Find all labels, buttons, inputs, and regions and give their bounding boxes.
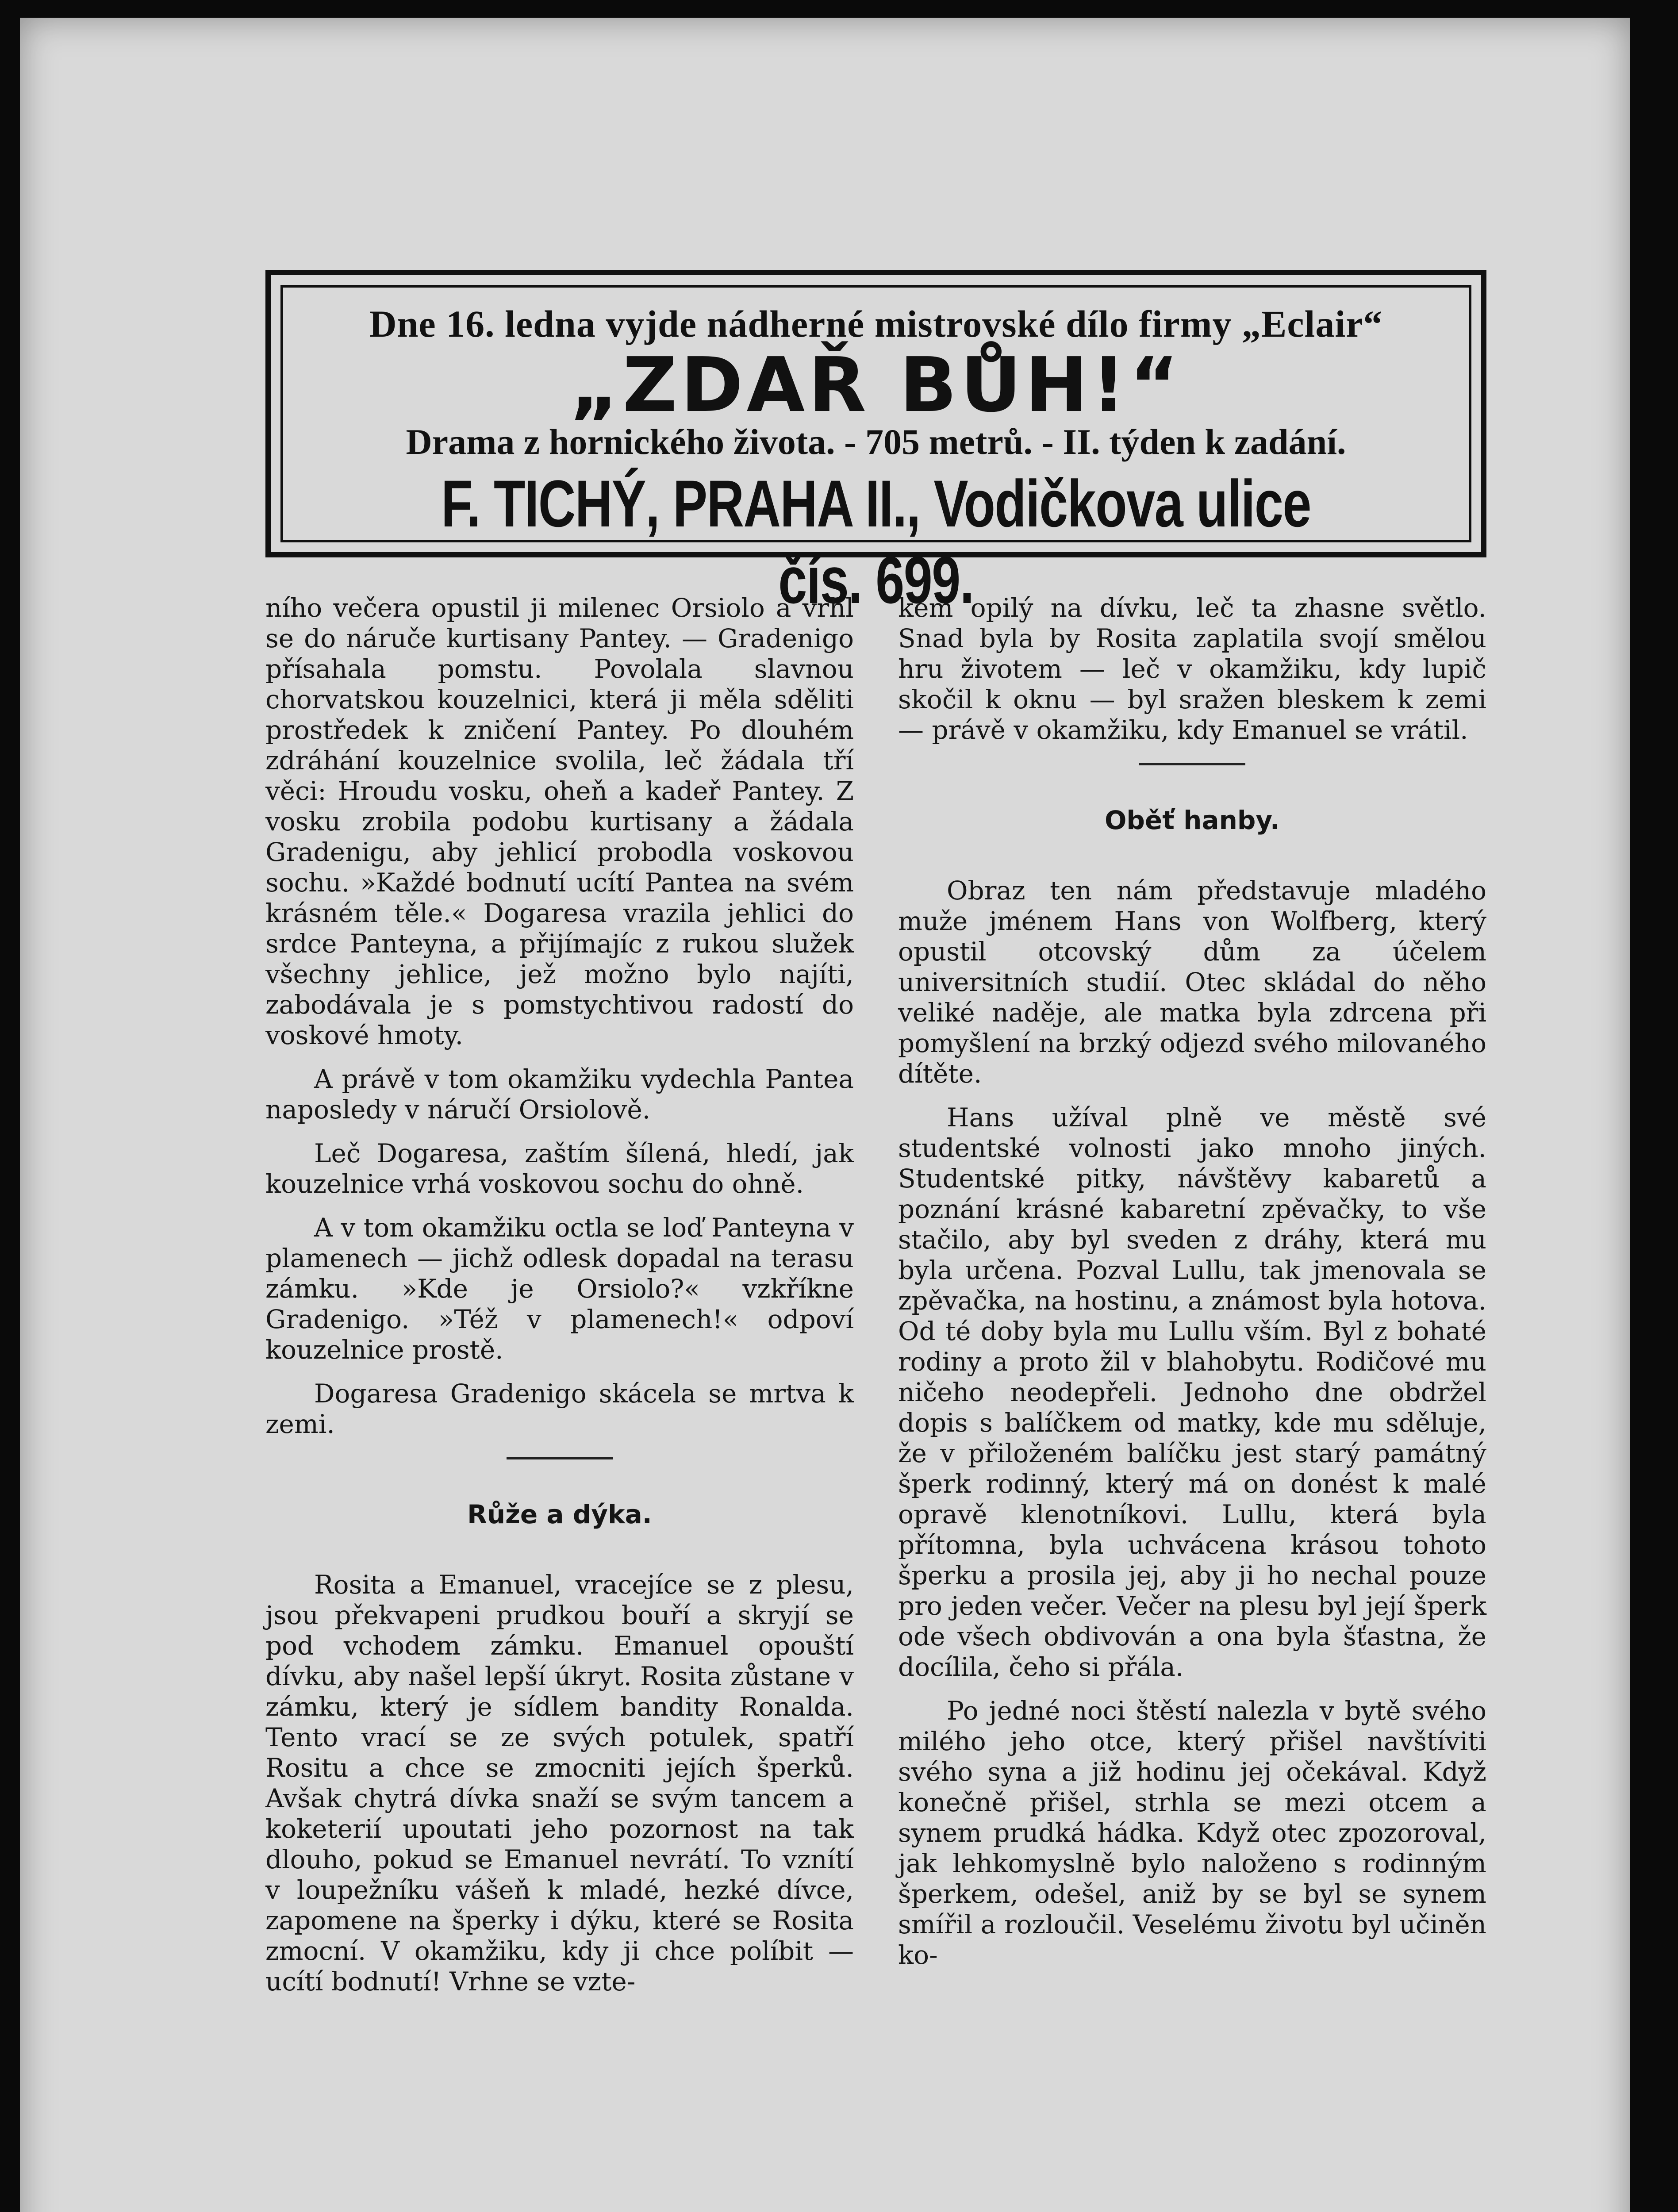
section-heading: Oběť hanby. [1105,805,1280,835]
section-divider [507,1457,613,1459]
ad-description-line: Drama z hornického života. - 705 metrů. - II. týden k zadání. [406,422,1346,462]
paragraph: kem opilý na dívku, leč ta zhasne světlo. Snad byla by Rosita zaplatila svojí smělou hru životem — leč v okamžiku, kdy lupič skočil k oknu — byl sražen bleskem k zemi — právě v okamžiku, kdy Emanuel se vrátil. [898,593,1486,745]
paragraph: A právě v tom okamžiku vydechla Pantea naposledy v náručí Orsiolově. [265,1064,854,1125]
paragraph: ního večera opustil ji milenec Orsiolo a vrhl se do náruče kurtisany Pantey. — Gradenigo přísahala pomstu. Povolala slavnou chorvatskou kouzelnici, která ji měla sděliti prostředek k zničení Pantey. Po dlouhém zdráhání kouzelnice svolila, leč žádala tří věci: Hroudu vosku, oheň a kadeř Pantey. Z vosku zrobila podobu kurtisany a žádala Gradenigu, aby jehlicí probodla voskovou sochu. »Každé bodnutí ucítí Pantea na svém krásném těle.« Dogaresa vrazila jehlici do srdce Panteyna, a přijímajíc z rukou služek všechny jehlice, jež možno bylo najíti, zabodávala je s pomstychtivou radostí do voskové hmoty. [265,593,854,1050]
ad-distributor-address: F. TICHÝ, PRAHA II., Vodičkova ulice čís. 699. [441,466,1311,617]
paragraph: Dogaresa Gradenigo skácela se mrtva k zemi. [265,1379,854,1439]
right-column [898,593,1486,1984]
film-advertisement [265,270,1486,617]
paragraph: Obraz ten nám představuje mladého muže jménem Hans von Wolfberg, který opustil otcovský dům za účelem universitních studií. Otec skládal do něho veliké naděje, ale matka byla zdrcena při pomyšlení na brzký odjezd svého milovaného dítěte. [898,876,1486,1089]
section-heading: Růže a dýka. [467,1499,652,1529]
paragraph: A v tom okamžiku octla se loď Panteyna v plamenech — jichž odlesk dopadal na terasu zámku. »Kde je Orsiolo?« vzkříkne Gradenigo. »Též v plamenech!« odpoví kouzelnice prostě. [265,1213,854,1365]
left-column [265,593,854,2010]
ad-film-title: „ZDAŘ BŮH!“ [569,342,1183,429]
paragraph: Rosita a Emanuel, vracejíce se z plesu, jsou překvapeni prudkou bouří a skryjí se pod vchodem zámku. Emanuel opouští dívku, aby našel lepší úkryt. Rosita zůstane v zámku, který je sídlem bandity Ronalda. Tento vrací se ze svých potulek, spatří Rositu a chce se zmocniti jejích šperků. Avšak chytrá dívka snaží se svým tancem a koketerií upoutati jeho pozornost na tak dlouho, pokud se Emanuel nevrátí. To vznítí v loupežníku vášeň k mladé, hezké dívce, zapomene na šperky i dýku, které se Rosita zmocní. V okamžiku, kdy ji chce políbit — ucítí bodnutí! Vrhne se vzte- [265,1570,854,1997]
section-divider [1139,763,1245,765]
paragraph: Leč Dogaresa, zaštím šílená, hledí, jak kouzelnice vrhá voskovou sochu do ohně. [265,1138,854,1199]
paragraph: Po jedné noci štěstí nalezla v bytě svého milého jeho otce, který přišel navštíviti svého syna a již hodinu jej očekával. Když konečně přišel, strhla se mezi otcem a synem prudká hádka. Když otec zpozoroval, jak lehkomyslně bylo naloženo s rodinným šperkem, odešel, aniž by se byl se synem smířil a rozloučil. Veselému životu byl učiněn ko- [898,1696,1486,1970]
ad-release-line: Dne 16. ledna vyjde nádherné mistrovské dílo firmy „Eclair“ [369,303,1383,345]
paragraph: Hans užíval plně ve městě své studentské volnosti jako mnoho jiných. Studentské pitky, návštěvy kabaretů a poznání krásné kabaretní zpěvačky, to vše stačilo, aby byl sveden z dráhy, která mu byla určena. Pozval Lullu, tak jmenovala se zpěvačka, na hostinu, a známost byla hotova. Od té doby byla mu Lullu vším. Byl z bohaté rodiny a proto žil v blahobytu. Rodičové mu ničeho neodepřeli. Jednoho dne obdržel dopis s balíčkem od matky, kde mu sděluje, že v přiloženém balíčku jest starý památný šperk rodinný, který má on donést k malé opravě klenotníkovi. Lullu, která byla přítomna, byla uchvácena krásou tohoto šperku a prosila jej, aby ji ho nechal pouze pro jeden večer. Večer na plesu byl její šperk ode všech obdivován a ona byla šťastna, že docílila, čeho si přála. [898,1102,1486,1682]
